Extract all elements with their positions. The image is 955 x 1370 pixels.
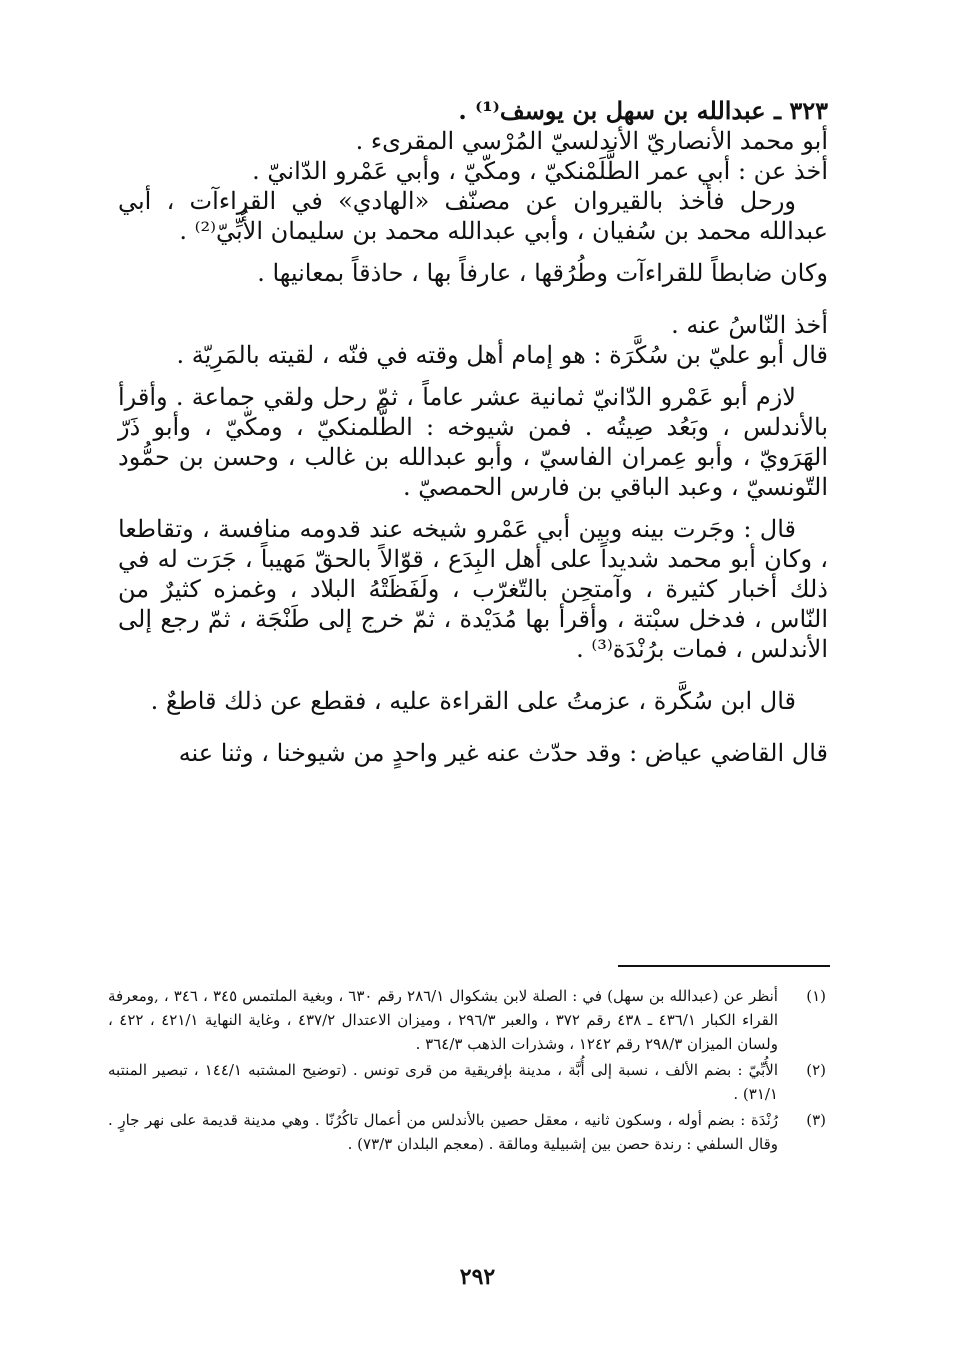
footnotes [108,984,826,1158]
paragraph: أخذ النّاسُ عنه . [671,311,828,339]
footnote-text: أنظر عن (عبدالله بن سهل) في : الصلة لابن بشكوال ٢٨٦/١ رقم ٦٣٠ ، وبغية الملتمس ٣٤٥ ، ٣٤٦ ، ,ومعرفة القراء الكبار ٤٣٦/١ ـ ٤٣٨ رقم ٣٧٢ ، والعبر ٢٩٦/٣ ، وميزان الاعتدال ٤٣٧/٢ ، وغاية النهاية ٤٢١/١ ، ٤٢٢ ، ولسان الميزان ٢٩٨/٣ رقم ١٢٤٢ ، وشذرات الذهب ٣٦٤/٣ . [108,987,778,1053]
paragraph: لازم أبو عَمْرو الدّانيّ ثمانية عشر عاماً ، ثمّ رحل ولقي جماعة . وأقرأ بالأندلس ، وبَعُد صِيتُه . فمن شيوخه : الطَّلمنكيّ ، ومكّيّ ، وأبو ذَرّ الهَرَويّ ، وأبو عِمران الفاسيّ ، وأبو عبدالله بن غالب ، وحسن بن حمُّود التّونسيّ ، وعبد الباقي بن فارس الحمصيّ . [118,383,828,501]
paragraph: ورحل فأخذ بالقيروان عن مصنّف «الهادي» في القراءآت ، أبي عبدالله محمد بن سُفيان ، وأبي عبدالله محمد بن سليمان الأُبِّيّ⁽²⁾ . [118,187,828,245]
footnote [108,984,826,1056]
paragraph: أخذ عن : أبي عمر الطَّلَمْنكيّ ، ومكّيّ ، وأبي عَمْرو الدّانيّ . [252,157,828,185]
footnote [108,1108,826,1156]
main-text [118,96,828,768]
paragraph: قال : وجَرت بينه وبين أبي عَمْرو شيخه عند قدومه منافسة ، وتقاطعا ، وكان أبو محمد شديداً على أهل البِدَع ، قوّالاً بالحقّ مَهيباً ، جَرَت له في ذلك أخبار كثيرة ، وآمتحِن بالتّغرّب ، ولَفَظَتْهُ البلاد ، وغمزه كثيرٌ من النّاس ، فدخل سبْتة ، وأقرأ بها مُدَيْدة ، ثمّ خرج إلى طَنْجَة ، ثمّ رجع إلى الأندلس ، فمات برُنْدَة⁽³⁾ . [118,515,828,663]
paragraph: أبو محمد الأنصاريّ الأندلسيّ المُرْسي المقرىء . [355,127,828,155]
footnote [108,1058,826,1106]
paragraph: قال ابن سُكَّرة ، عزمتُ على القراءة عليه ، فقطع عن ذلك قاطعٌ . [150,687,796,715]
entry-heading: ٣٢٣ ـ عبدالله بن سهل بن يوسف⁽¹⁾ . [458,96,828,125]
footnote-text: رُنْدَة : بضم أوله ، وسكون ثانيه ، معقل حصين بالأندلس من أعمال تاكُرُنّا . وهي مدينة قديمة على نهر جارٍ . وقال السلفي : رندة حصن بين إشبيلية ومالقة . (معجم البلدان ٧٣/٣) . [108,1111,778,1153]
paragraph: وكان ضابطاً للقراءآت وطُرُقها ، عارفاً بها ، حاذقاً بمعانيها . [257,259,828,287]
page-number: ٢٩٢ [459,1264,496,1290]
paragraph: قال القاضي عياض : وقد حدّث عنه غير واحدٍ من شيوخنا ، وثنا عنه [178,739,828,767]
footnote-number: (٢) [806,1061,826,1079]
paragraph: قال أبو عليّ بن سُكَّرَة : هو إمام أهل وقته في فنّه ، لقيته بالمَرِيّة . [176,341,828,369]
footnote-divider [618,965,830,967]
footnote-number: (١) [806,987,826,1005]
footnote-number: (٣) [806,1111,826,1129]
footnote-text: الأُبِّيّ : بضم الألف ، نسبة إلى أُبَّة ، مدينة بإفريقية من قرى تونس . (توضيح المشتبه ١٤٤/١ ، تبصير المنتبه ٣١/١) . [108,1061,778,1103]
